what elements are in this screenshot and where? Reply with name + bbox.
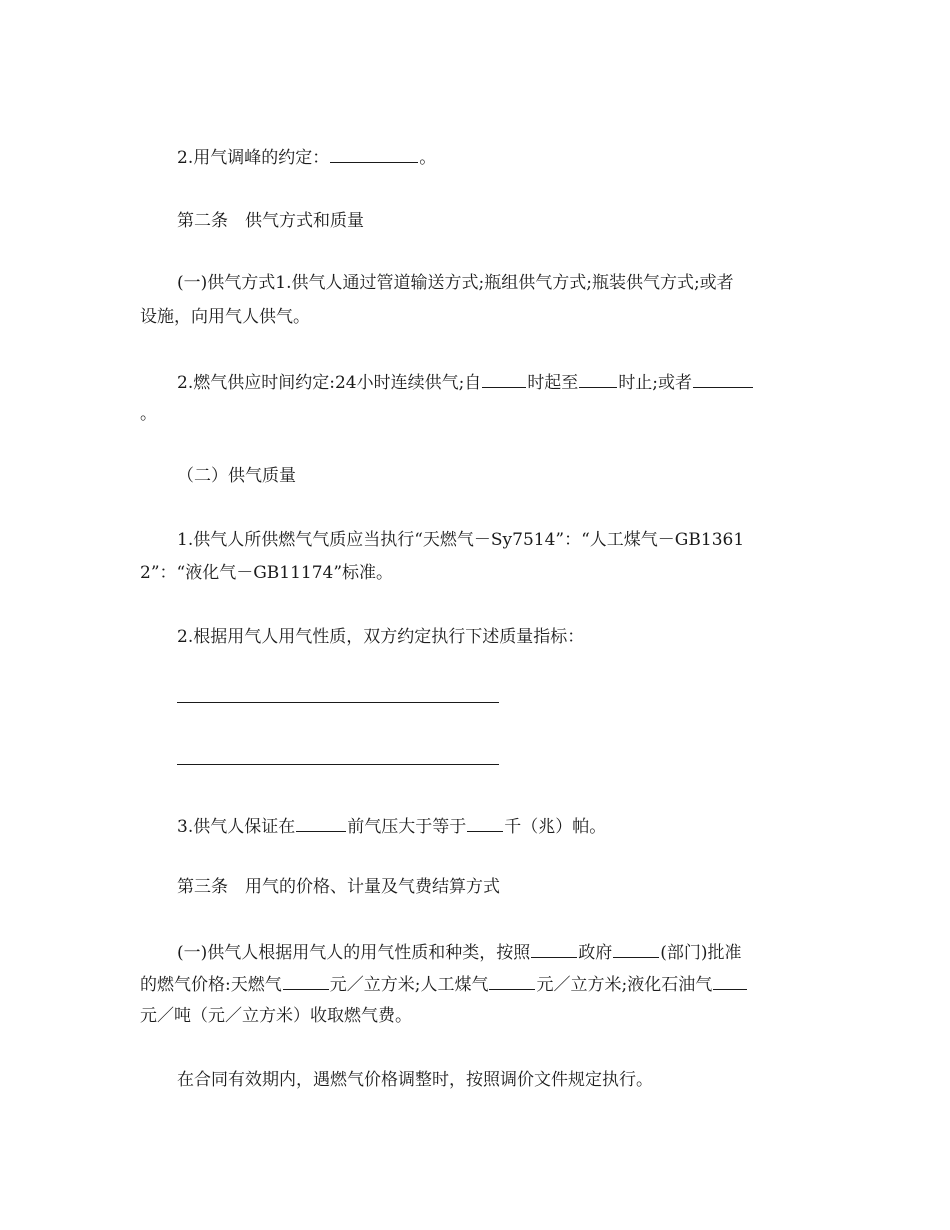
paragraph-gas-standard-line2: 2”：“液化气－GB11174”标准。 — [140, 563, 394, 583]
blank-field — [330, 146, 418, 163]
text: 3.供气人保证在 — [177, 817, 296, 837]
text: (一)供气人根据用气人的用气性质和种类，按照 — [177, 943, 531, 963]
text: 前气压大于等于 — [347, 817, 467, 837]
blank-field — [613, 941, 659, 958]
paragraph-supply-method-line2: 设施，向用气人供气。 — [140, 307, 310, 327]
blank-field — [693, 371, 753, 388]
paragraph-supply-time-line1 — [177, 371, 849, 393]
text: 的燃气价格:天燃气 — [140, 975, 282, 995]
blank-line-2 — [177, 764, 499, 765]
blank-field — [283, 973, 329, 990]
text: 千（兆）帕。 — [504, 817, 607, 837]
text: 元／立方米;液化石油气 — [536, 975, 713, 995]
text: (部门)批准 — [660, 943, 742, 963]
blank-field — [296, 815, 346, 832]
article-3-heading: 第三条 用气的价格、计量及气费结算方式 — [177, 877, 500, 897]
paragraph-price-adjustment: 在合同有效期内，遇燃气价格调整时，按照调价文件规定执行。 — [177, 1070, 653, 1090]
paragraph-price-line3: 元／吨（元／立方米）收取燃气费。 — [140, 1006, 412, 1026]
blank-field — [489, 973, 535, 990]
section-gas-quality-heading: （二）供气质量 — [177, 466, 296, 486]
text: 元／立方米;人工煤气 — [329, 975, 489, 995]
text: 政府 — [578, 943, 613, 963]
paragraph-price-line2 — [140, 973, 812, 995]
paragraph-supply-time-line2: 。 — [140, 404, 157, 424]
text: 时止;或者 — [618, 373, 693, 393]
paragraph-price-line1 — [177, 941, 849, 963]
paragraph-peak-agreement — [177, 146, 849, 168]
blank-field — [713, 973, 747, 990]
blank-field — [579, 371, 617, 388]
paragraph-quality-indicators: 2.根据用气人用气性质，双方约定执行下述质量指标： — [177, 627, 585, 647]
text: 2.用气调峰的约定： — [177, 148, 330, 168]
text: 。 — [419, 148, 437, 168]
article-2-heading: 第二条 供气方式和质量 — [177, 211, 364, 231]
paragraph-pressure-guarantee — [177, 815, 849, 837]
blank-field — [467, 815, 503, 832]
blank-field — [482, 371, 526, 388]
blank-field — [531, 941, 577, 958]
paragraph-supply-method-line1: (一)供气方式1.供气人通过管道输送方式;瓶组供气方式;瓶装供气方式;或者 — [177, 273, 734, 293]
text: 2.燃气供应时间约定:24小时连续供气;自 — [177, 373, 482, 393]
text: 时起至 — [527, 373, 579, 393]
paragraph-gas-standard-line1: 1.供气人所供燃气气质应当执行“天燃气－Sy7514”：“人工煤气－GB1361 — [177, 530, 745, 550]
blank-line-1 — [177, 702, 499, 703]
